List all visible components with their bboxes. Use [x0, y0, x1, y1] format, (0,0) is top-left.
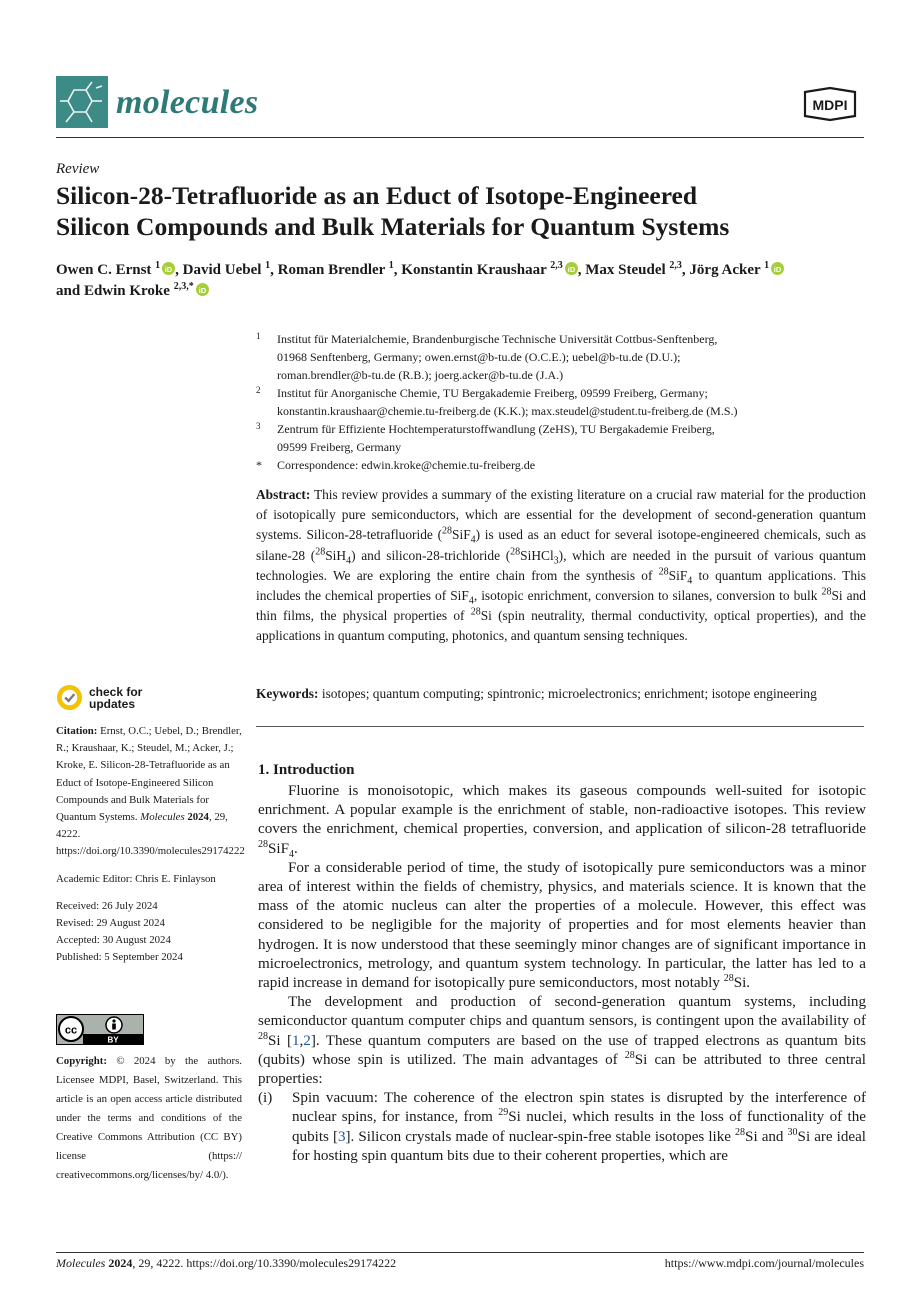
author-list: Owen C. Ernst $^1$ iD , David Uebel $^1$, Roman Brendler $^1$, Konstantin Kraushaar $^{2,3}$ iD , Max Steudel $^{2,3}$, Jörg Acker $^1$ iD and Edwin Kroke $^{2,3,*}$ iD [56, 260, 864, 302]
copyright-text: © 2024 by the authors. Licensee MDPI, Basel, Switzerland. This article is an open access article distributed under the terms and conditions of the Creative Commons Attribution (CC BY) license (https:// creativecommons.org/licenses/by/ 4.0/). [56, 1055, 242, 1181]
affiliation-line: Institut für Materialchemie, Brandenburgische Technische Universität Cottbus-Senftenberg, [277, 332, 718, 346]
abstract-text: to quantum applications. This includes the chemical properties of SiF [256, 567, 866, 604]
formula: SiF [268, 840, 289, 857]
citation-doi[interactable]: , 29, 4222. https://doi.org/10.3390/molecules29174222 [56, 811, 245, 858]
list-text: Si are ideal for hosting spin quantum bits due to their coherent properties, which are [292, 1128, 866, 1164]
author-name[interactable]: Konstantin Kraushaar [401, 262, 547, 278]
isotope-mass: 28 [470, 606, 481, 618]
isotope-mass: 29 [498, 1107, 509, 1119]
journal-logo-icon [56, 76, 108, 128]
affiliations [256, 330, 866, 474]
cc-by-license-icon[interactable] [56, 1014, 144, 1045]
formula-subscript: 4 [470, 535, 476, 547]
svg-text:cc: cc [64, 1024, 78, 1037]
author-name[interactable]: Jörg Acker [689, 262, 761, 278]
revised-date: Revised: 29 August 2024 [56, 917, 165, 930]
footer-url[interactable]: https://www.mdpi.com/journal/molecules [664, 1256, 864, 1270]
isotope-mass: 28 [510, 546, 521, 558]
article-type: Review [56, 161, 100, 177]
author-name[interactable]: Edwin Kroke [83, 283, 170, 299]
paragraph-text: , [299, 1032, 304, 1049]
author-name[interactable]: David Uebel [182, 262, 262, 278]
abstract-text: ) is used as an educt for several isotope-engineered chemicals, such as silane-28 ( [256, 527, 866, 563]
isotope-mass: 28 [442, 525, 453, 537]
formula-subscript: 4 [687, 575, 693, 587]
formula: SiF [668, 567, 688, 583]
author-affiliation: 1 [155, 260, 161, 271]
author-affiliation: 1 [764, 260, 770, 271]
abstract-text: ), which are needed in the pursuit of various quantum technologies. We are exploring the entire chain from the synthesis of [256, 547, 866, 583]
reference-link[interactable]: 1 [291, 1032, 300, 1049]
affiliation-line: Zentrum für Effiziente Hochtemperaturstoffwandlung (ZeHS), TU Bergakademie Freiberg, [277, 422, 715, 436]
paragraph-text: ]. These quantum computers are based on the use of trapped electrons as quantum bits (qubits) whose spin is utilized. The main advantages of [258, 1032, 866, 1068]
check-updates-line-1: check for [89, 685, 143, 699]
isotope-mass: 28 [258, 1030, 268, 1042]
keywords-text: isotopes; quantum computing; spintronic; microelectronics; enrichment; isotope engineering [321, 686, 817, 701]
list-item [258, 1089, 866, 1166]
isotope-mass: 28 [735, 1126, 746, 1138]
paragraph [258, 782, 866, 859]
footer-citation [56, 1256, 396, 1271]
received-date: Received: 26 July 2024 [56, 899, 158, 912]
check-for-updates-button[interactable] [56, 684, 216, 714]
accepted-date: Accepted: 30 August 2024 [56, 934, 171, 947]
paragraph-text: . [293, 840, 298, 857]
orcid-icon[interactable] [565, 262, 578, 275]
affiliation-line: Institut für Anorganische Chemie, TU Bergakademie Freiberg, 09599 Freiberg, Germany; [277, 386, 708, 400]
formula-subscript: 3 [553, 555, 559, 567]
author-affiliation: 2,3 [550, 260, 563, 271]
list-marker: (i) [258, 1090, 273, 1107]
cc-by-label: BY [107, 1035, 119, 1045]
abstract-text: This review provides a summary of the existing literature on a crucial raw material for the production of isotopically pure semiconductors, which are essential for the development of second-generation quantum systems. Silicon-28-tetrafluoride ( [256, 487, 867, 543]
list-text: ]. Silicon crystals made of nuclear-spin-free stable isotopes like [345, 1128, 736, 1145]
section-heading: 1. Introduction [258, 762, 355, 778]
affiliation-line: 09599 Freiberg, Germany [277, 440, 402, 454]
author-affiliation: 1 [388, 260, 394, 271]
paragraph-text: The development and production of second-generation quantum systems, including semiconductor quantum computer chips and quantum sensors, is contingent upon the availability of [258, 994, 866, 1030]
keywords-label: Keywords: [256, 686, 319, 701]
paragraph-text: Fluorine is monoisotopic, which makes its gaseous compounds well-suited for isotopic enrichment. A popular example is the enrichment of stable, non-radioactive isotopes. This review covers the enrichment, chemical properties, conversion, and application of silicon-28 tetrafluoride [258, 783, 866, 838]
citation-text: Ernst, O.C.; Uebel, D.; Brendler, R.; Kraushaar, K.; Steudel, M.; Acker, J.; Kroke, E. Silicon-28-Tetrafluoride as an Educt of Isotope-Engineered Silicon Compounds and Bulk Materials for Quantum Systems. [56, 725, 242, 824]
reference-link[interactable]: 3 [337, 1128, 346, 1145]
citation [56, 723, 245, 861]
affiliation-item [256, 330, 866, 384]
keywords [256, 684, 866, 704]
author-name[interactable]: Roman Brendler [277, 262, 386, 278]
citation-year: 2024 [187, 811, 209, 824]
paragraph [258, 993, 866, 1089]
svg-text:iD: iD [198, 285, 206, 295]
svg-text:iD: iD [164, 264, 173, 274]
reference-link[interactable]: 2 [303, 1032, 311, 1049]
formula-subscript: 4 [468, 595, 474, 607]
orcid-icon[interactable] [162, 262, 175, 275]
journal-name: molecules [116, 84, 259, 121]
paragraph-text: Si. [733, 975, 751, 992]
header-divider [56, 137, 864, 138]
formula: SiH [325, 547, 347, 563]
isotope-mass: 28 [258, 838, 268, 850]
article-title [56, 180, 864, 242]
orcid-icon[interactable] [196, 283, 209, 296]
copyright-notice [56, 1052, 242, 1185]
author-affiliation: 1 [265, 260, 271, 271]
footer-doi[interactable]: , 29, 4222. https://doi.org/10.3390/molecules29174222 [132, 1256, 397, 1270]
affiliation-line: konstantin.kraushaar@chemie.tu-freiberg.de (K.K.); max.steudel@student.tu-freiberg.de (M.S.) [277, 404, 738, 418]
title-line-2: Silicon Compounds and Bulk Materials for Quantum Systems [56, 212, 730, 241]
check-updates-label [89, 686, 142, 710]
paragraph-text: Si can be attributed to three central properties: [258, 1051, 866, 1088]
list-text: Spin vacuum: The coherence of the electron spin states is disrupted by the interference of nuclear spins, for instance, from [292, 1090, 866, 1126]
affiliation-item [256, 456, 866, 474]
paragraph-text: Si [ [268, 1032, 292, 1049]
author-affiliation: 2,3,* [173, 281, 194, 292]
isotope-mass: 28 [315, 546, 326, 558]
abstract-text: Si (spin neutrality, thermal conductivity, optical properties), and the applications in quantum computing, photonics, and quantum sensing techniques. [256, 608, 866, 644]
correspondence-line[interactable]: Correspondence: edwin.kroke@chemie.tu-freiberg.de [277, 458, 536, 472]
isotope-mass: 28 [821, 586, 832, 598]
footer-journal: Molecules [56, 1256, 106, 1270]
list-text: Si nuclei, which results in the loss of functionality of the qubits [ [292, 1109, 866, 1145]
affiliation-mark: 2 [256, 385, 261, 395]
author-name[interactable]: Max Steudel [585, 262, 666, 278]
mdpi-logo-text: MDPI [812, 97, 848, 113]
authors-and: and [56, 283, 81, 299]
svg-text:iD: iD [567, 264, 575, 274]
list-text: Si and [745, 1128, 788, 1145]
footer-year: 2024 [108, 1256, 133, 1270]
affiliation-line: 01968 Senftenberg, Germany; owen.ernst@b-tu.de (O.C.E.); uebel@b-tu.de (D.U.); [277, 350, 681, 364]
isotope-mass: 28 [658, 566, 669, 578]
copyright-label: Copyright: [56, 1055, 107, 1067]
abstract-label: Abstract: [256, 487, 311, 502]
orcid-icon[interactable] [771, 262, 784, 275]
check-updates-icon [56, 684, 83, 711]
affiliation-item [256, 420, 866, 456]
affiliation-mark: 1 [256, 331, 261, 341]
abstract [256, 485, 866, 647]
abstract-text: Si and thin films, the physical properties of [256, 588, 866, 624]
isotope-mass: 28 [624, 1049, 635, 1061]
citation-journal: Molecules [140, 811, 185, 824]
paragraph-text: For a considerable period of time, the study of isotopically pure semiconductors was a minor area of interest within the fields of chemistry, physics, and materials science. It is known that the mass of the atomic nucleus can alter the properties of a molecule. However, this effect was considered to be negligible for the majority of properties and for most elements heavier than hydrogen. It is now understood that these seemingly minor changes are of significant importance in microelectronics, metrology, and quantum system technology. In particular, the latter has led to a rapid increase in demand for isotopically pure semiconductors, most notably [258, 859, 866, 992]
isotope-mass: 30 [787, 1126, 798, 1138]
published-date: Published: 5 September 2024 [56, 951, 183, 964]
title-line-1: Silicon-28-Tetrafluoride as an Educt of Isotope-Engineered [56, 181, 698, 210]
affiliation-line: roman.brendler@b-tu.de (R.B.); joerg.acker@b-tu.de (J.A.) [277, 368, 564, 382]
svg-text:iD: iD [773, 264, 782, 274]
academic-editor: Academic Editor: Chris E. Finlayson [56, 872, 216, 885]
affiliation-mark: * [256, 458, 262, 472]
formula: SiF [452, 527, 471, 543]
abstract-divider [256, 726, 864, 727]
body-text [258, 782, 866, 1166]
isotope-mass: 28 [723, 973, 734, 984]
abstract-text: , isotopic enrichment, conversion to silanes, conversion to bulk [473, 588, 822, 604]
paragraph [258, 859, 866, 993]
affiliation-item [256, 384, 866, 420]
footer-divider [56, 1252, 864, 1253]
formula-subscript: 4 [346, 555, 352, 567]
formula: SiHCl [520, 547, 554, 563]
article-sidebar [56, 723, 245, 967]
author-affiliation: 2,3 [669, 260, 682, 271]
citation-label: Citation: [56, 725, 98, 737]
author-name[interactable]: Owen C. Ernst [56, 262, 152, 278]
abstract-text: ) and silicon-28-trichloride ( [351, 547, 511, 563]
affiliation-mark: 3 [256, 421, 261, 431]
formula-subscript: 4 [288, 848, 294, 860]
check-updates-line-2: updates [89, 697, 136, 711]
mdpi-logo-icon [797, 86, 863, 122]
